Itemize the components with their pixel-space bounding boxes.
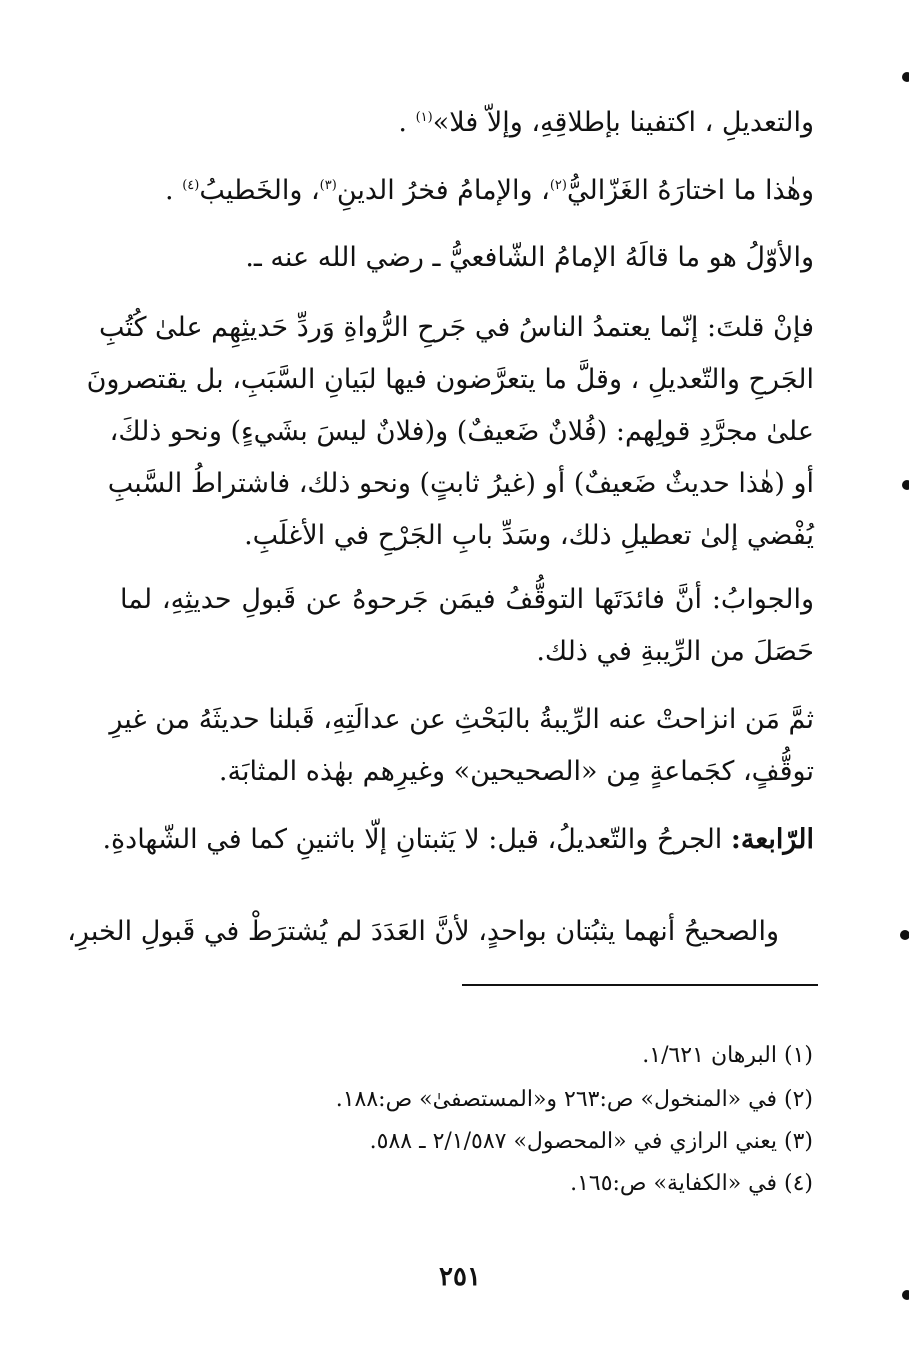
- body-line-12: [110, 752, 814, 792]
- body-line-2: [110, 166, 814, 211]
- footnote-ref-2: (٢): [549, 178, 567, 193]
- page-number: ٢٥١: [439, 1262, 481, 1292]
- body-line-13-text: الجرحُ والتّعديلُ، قيل: لا يَثبتانِ إلّا باثنينِ كما في الشّهادةِ.: [102, 824, 731, 855]
- footnote-separator: [462, 984, 818, 986]
- body-line-9: [120, 580, 814, 620]
- body-line-1: [110, 98, 814, 143]
- body-line-3: [110, 238, 814, 278]
- scan-mark-3: [900, 930, 909, 940]
- footnote-ref-1: (١): [415, 110, 433, 125]
- body-line-2-part4: .: [165, 175, 183, 206]
- footnote-4: [200, 1168, 813, 1200]
- body-line-1-tail: .: [398, 107, 416, 138]
- body-line-10: [110, 632, 814, 672]
- footnote-1-text: (١) البرهان ١/٦٢١.: [642, 1043, 813, 1068]
- footnote-2: [200, 1084, 813, 1116]
- body-line-4-text: فإنْ قلتَ: إنّما يعتمدُ الناسُ في جَرحِ الرُّواةِ وَردِّ حَديثِهِم علىٰ كُتُبِ: [98, 312, 814, 343]
- body-line-12-text: توقُّفٍ، كجَماعةٍ مِن «الصحيحين» وغيرِهم بهٰذه المثابَة.: [218, 756, 814, 787]
- footnote-3-text: (٣) يعني الرازي في «المحصول» ٢/١/٥٨٧ ـ ٥٨٨.: [369, 1129, 813, 1154]
- body-line-8-text: يُفْضي إلىٰ تعطيلِ ذلك، وسَدِّ بابِ الجَرْحِ في الأغلَبِ.: [244, 520, 814, 551]
- footnote-4-text: (٤) في «الكفاية» ص:١٦٥.: [570, 1171, 813, 1196]
- body-line-2-text: وهٰذا ما اختارَهُ الغَزّاليُّ: [566, 175, 814, 206]
- body-line-11: [110, 700, 814, 740]
- body-line-5-text: الجَرحِ والتّعديلِ ، وقلَّ ما يتعرَّضون فيها لبَيانِ السَّبَبِ، بل يقتصرونَ: [86, 364, 814, 395]
- body-line-4: [98, 308, 814, 348]
- scan-mark-1: [902, 72, 909, 82]
- body-line-10-text: حَصَلَ من الرِّيبةِ في ذلك.: [536, 636, 814, 667]
- body-line-3-text: والأوّلُ هو ما قالَهُ الإمامُ الشّافعيُّ ـ رضي الله عنه ـ.: [245, 242, 814, 273]
- body-line-7-text: أو (هٰذا حديثٌ ضَعيفٌ) أو (غيرُ ثابتٍ) ونحو ذلك، فاشتراطُ السَّببِ: [107, 468, 814, 499]
- body-line-14-text: والصحيحُ أنهما يثبُتان بواحدٍ، لأنَّ العَدَدَ لم يُشترَطْ في قَبولِ الخبرِ،: [67, 916, 779, 947]
- footnote-2-text: (٢) في «المنخول» ص:٢٦٣ و«المستصفىٰ» ص:١٨٨.: [335, 1087, 813, 1112]
- body-line-2-part2: ، والإمامُ فخرُ الدينِ: [336, 175, 550, 206]
- footnote-3: [200, 1126, 813, 1158]
- footnote-ref-3: (٣): [319, 178, 337, 193]
- body-line-14: [67, 912, 779, 952]
- body-line-5: [86, 360, 814, 400]
- section-label-fourth: الرّابعة:: [730, 824, 814, 855]
- scan-mark-2: [902, 480, 909, 490]
- body-line-13: [102, 820, 814, 860]
- footnote-1: [200, 1040, 813, 1072]
- body-line-11-text: ثمَّ مَن انزاحتْ عنه الرِّيبةُ بالبَحْثِ عن عدالَتِهِ، قَبلنا حديثَهُ من غيرِ: [109, 704, 814, 735]
- body-line-1-text: والتعديلِ ، اكتفينا بإطلاقِهِ، وإلاّ فلا»: [432, 107, 814, 138]
- footnote-ref-4: (٤): [182, 178, 200, 193]
- body-line-8: [240, 516, 814, 556]
- body-line-6-text: علىٰ مجرَّدِ قولِهم: (فُلانٌ ضَعيفٌ) و(فلانٌ ليسَ بشَيءٍ) ونحو ذلكَ،: [109, 416, 814, 447]
- body-line-7: [107, 464, 814, 504]
- body-line-2-part3: ، والخَطيبُ: [199, 175, 320, 206]
- body-line-9-text: والجوابُ: أنَّ فائدَتَها التوقُّفُ فيمَن جَرحوهُ عن قَبولِ حديثِهِ، لما: [120, 584, 814, 615]
- scan-mark-4: [902, 1290, 909, 1300]
- body-line-6: [110, 412, 814, 452]
